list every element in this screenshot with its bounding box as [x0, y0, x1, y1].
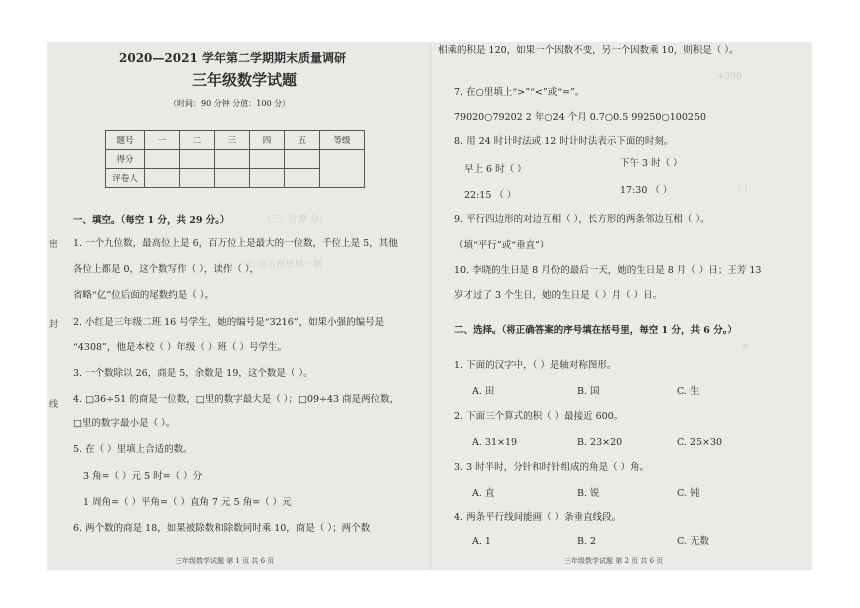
- grader-cell[interactable]: [250, 169, 285, 188]
- score-header-cell: 一: [145, 131, 180, 150]
- question-9: 9. 平行四边形的对边互相（ ），长方形的两条邻边互相（ ）。: [454, 214, 710, 225]
- page-footer: 三年级数学试题 第 2 页 共 6 页: [564, 557, 664, 565]
- choice-option[interactable]: A. 田: [472, 386, 495, 397]
- choice-question-4: 4. 两条平行线间能画（ ）条垂直线段。: [454, 512, 622, 523]
- score-cell[interactable]: [215, 150, 250, 169]
- bleed-through-text: （三、计算 分）: [262, 215, 328, 225]
- choice-option[interactable]: B. 2: [577, 536, 597, 547]
- score-cell[interactable]: [180, 150, 215, 169]
- grader-cell[interactable]: [145, 169, 180, 188]
- grader-cell[interactable]: [285, 169, 320, 188]
- exam-time-score: （时间：90 分钟 分值：100 分）: [169, 99, 291, 108]
- question-8-c: 22:15 （ ）: [464, 190, 517, 201]
- grader-cell[interactable]: [215, 169, 250, 188]
- bleed-through-text: +390: [717, 72, 742, 82]
- question-8-a: 早上 6 时（ ）: [464, 164, 527, 175]
- question-4-line-2: □里的数字最小是（ ）。: [73, 418, 176, 429]
- scanned-exam-spread: [47, 42, 812, 570]
- seal-mark: 封: [49, 320, 59, 330]
- bleed-through-text: 1. 在方框里填一填: [247, 260, 322, 270]
- grade-cell[interactable]: [320, 150, 365, 188]
- question-5: 5. 在（ ）里填上合适的数。: [73, 444, 193, 455]
- question-7: 7. 在○里填上“>”“<”或“=”。: [454, 87, 585, 98]
- score-header-cell: 二: [180, 131, 215, 150]
- choice-option[interactable]: C. 25×30: [677, 437, 723, 448]
- question-5-line-a: 3 角=（ ）元 5 时=（ ）分: [83, 471, 203, 482]
- question-6: 6. 两个数的商是 18，如果被除数和除数同时乘 10，商是（ ）；两个数: [73, 523, 371, 534]
- score-table-row: [106, 150, 365, 169]
- choice-question-3: 3. 3 时半时，分针和时针组成的角是（ ）角。: [454, 462, 650, 473]
- exam-page-2: [432, 42, 812, 570]
- choice-option[interactable]: C. 无数: [677, 536, 709, 547]
- score-table-header-row: [106, 131, 365, 150]
- choice-question-2: 2. 下面三个算式的积（ ）最接近 600。: [454, 411, 624, 422]
- score-header-cell: 三: [215, 131, 250, 150]
- score-header-cell: 五: [285, 131, 320, 150]
- section-1-title: 一、填空。（每空 1 分，共 29 分。）: [73, 215, 230, 226]
- exam-title: 三年级数学试题: [192, 71, 298, 89]
- question-5-line-b: 1 周角=（ ）平角=（ ）直角 7 元 5 角=（ ）元: [83, 497, 292, 508]
- choice-option[interactable]: A. 直: [472, 488, 495, 499]
- question-1-line-3: 省略“亿”位后面的尾数约是（ ）。: [73, 290, 214, 301]
- choice-option[interactable]: C. 生: [677, 386, 700, 397]
- question-8-b: 下午 3 时（ ）: [620, 158, 683, 169]
- score-header-cell: 题号: [106, 131, 145, 150]
- choice-option[interactable]: A. 1: [472, 536, 491, 547]
- grader-cell[interactable]: [180, 169, 215, 188]
- question-1: 1. 一个九位数，最高位上是 6，百万位上是最大的一位数，千位上是 5，其他: [73, 238, 398, 249]
- exam-year-heading: 2020—2021 学年第二学期期末质量调研: [119, 51, 346, 65]
- seal-mark: 线: [49, 400, 59, 410]
- score-header-cell: 等级: [320, 131, 365, 150]
- score-cell[interactable]: [250, 150, 285, 169]
- question-1-line-2: 各位上都是 0，这个数写作（ ），读作（ ），: [73, 264, 260, 275]
- score-cell[interactable]: [285, 150, 320, 169]
- page-footer: 三年级数学试题 第 1 页 共 6 页: [175, 557, 275, 565]
- choice-option[interactable]: B. 国: [577, 386, 600, 397]
- score-row-label: 得分: [106, 150, 145, 169]
- question-2: 2. 小红是三年级二班 16 号学生，她的编号是“3216”，如果小强的编号是: [73, 317, 385, 328]
- choice-option[interactable]: B. 23×20: [577, 437, 623, 448]
- choice-option[interactable]: C. 钝: [677, 488, 700, 499]
- question-7-items: 79020○79202 2 年○24 个月 0.7○0.5 99250○100250: [454, 112, 707, 123]
- section-2-title: 二、选择。（将正确答案的序号填在括号里，每空 1 分，共 6 分。）: [454, 325, 737, 336]
- question-9-note: （填“平行”或“垂直”）: [454, 240, 550, 251]
- score-cell[interactable]: [145, 150, 180, 169]
- question-6-continued: 相乘的积是 120，如果一个因数不变，另一个因数乘 10，则积是（ ）。: [438, 45, 739, 56]
- bleed-through-text: =: [742, 342, 750, 352]
- question-2-line-2: “4308”，他是本校（ ）年级（ ）班（ ）号学生。: [73, 342, 287, 353]
- choice-option[interactable]: B. 锐: [577, 488, 600, 499]
- choice-question-1: 1. 下面的汉字中，（ ）是轴对称图形。: [454, 360, 617, 371]
- question-8-d: 17:30 （ ）: [620, 185, 673, 196]
- exam-page-1: [47, 42, 432, 570]
- question-4: 4. □36÷51 的商是一位数，□里的数字最大是（ ）；□09÷43 商是两位数，: [73, 394, 400, 405]
- question-10-line-2: 岁才过了 3 个生日，她的生日是（ ）月（ ）日。: [454, 290, 663, 301]
- question-10: 10. 李晓的生日是 8 月份的最后一天，她的生日是 8 月（ ）日；王芳 13: [454, 265, 762, 276]
- seal-mark: 密: [49, 240, 59, 250]
- bleed-through-text: （ ）: [732, 185, 753, 195]
- choice-option[interactable]: A. 31×19: [472, 437, 518, 448]
- question-3: 3. 一个数除以 26，商是 5，余数是 19，这个数是（ ）。: [73, 368, 313, 379]
- score-row-label: 评卷人: [106, 169, 145, 188]
- score-header-cell: 四: [250, 131, 285, 150]
- question-8: 8. 用 24 时计时法或 12 时计时法表示下面的时刻。: [454, 136, 674, 147]
- score-table: [105, 130, 365, 188]
